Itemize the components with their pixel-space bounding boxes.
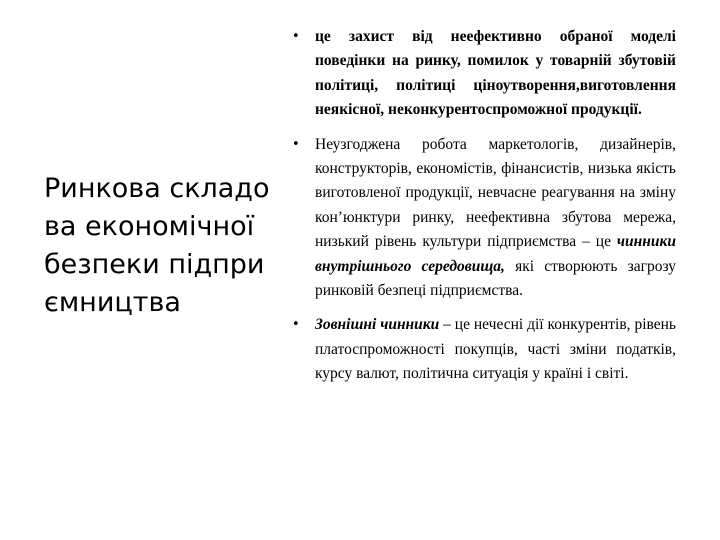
bullet-marker: • (292, 29, 300, 44)
bullet-text: Неузгоджена робота маркетологів, дизайнерів, конструкторів, економістів, фінансистів, низька якість виготовленої продукції, невчасне реагування на зміну кон’юнктури ринку, неефективна збутова мережа, низький рівень культури підприємства – це (315, 135, 676, 251)
bullet-text: – це нечесні дії конкурентів, рівень платоспроможності покупців, часті зміни податків, курсу валют, політична ситуація у країні і світі. (315, 316, 676, 383)
bullet-marker: • (292, 317, 300, 333)
bullet-text: це захист від неефективно обраної моделі поведінки на ринку, помилок у товарній збутовій політиці, політиці ціноутворення,виготовлення неякісної, неконкурентоспроможної продукції. (315, 28, 676, 119)
bullet-list (292, 25, 676, 387)
bullet-item-internal-factors (292, 133, 676, 304)
bullet-emphasis: чинники внутрішнього середовища, (315, 233, 676, 275)
bullet-emphasis: Зовнішні чинники (315, 316, 440, 334)
bullet-item-market-protection (292, 25, 676, 123)
bullet-item-external-factors (292, 313, 676, 386)
slide-title: Ринкова складова економічної безпеки підприємництва (44, 173, 270, 318)
bullet-marker: • (292, 136, 300, 152)
bullet-text: які створюють загрозу ринковій безпеці підприємства. (315, 257, 676, 300)
